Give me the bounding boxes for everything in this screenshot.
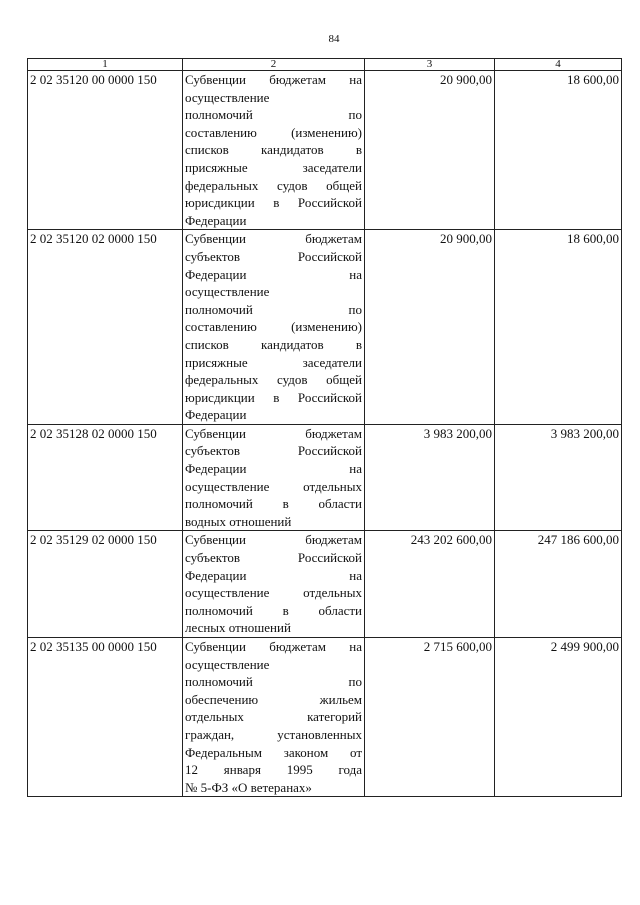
description-line: федеральных судов общей [185,177,362,193]
amount-column-3: 3 983 200,00 [365,424,495,531]
budget-code-cell: 2 02 35135 00 0000 150 [28,638,183,797]
description-line: Федерации на [185,461,362,477]
description-line: федеральных судов общей [185,372,362,388]
column-header-1: 1 [28,59,183,71]
amount-column-4: 2 499 900,00 [495,638,622,797]
description-line: полномочий по [185,107,362,123]
description-line: составлению (изменению) [185,319,362,335]
description-line: юрисдикции в Российской [185,389,362,405]
description-line: составлению (изменению) [185,124,362,140]
amount-column-3: 243 202 600,00 [365,531,495,638]
description-line: Субвенции бюджетам [185,532,362,548]
description-cell [183,531,365,638]
description-line: осуществление [185,656,270,672]
table-row [28,638,622,797]
budget-code-cell: 2 02 35120 00 0000 150 [28,71,183,230]
description-cell [183,230,365,425]
table-row [28,230,622,425]
column-header-4: 4 [495,59,622,71]
column-header-3: 3 [365,59,495,71]
amount-column-4: 247 186 600,00 [495,531,622,638]
description-line: полномочий в области [185,496,362,512]
description-line: полномочий по [185,301,362,317]
amount-column-4: 18 600,00 [495,71,622,230]
description-line: Федерации на [185,567,362,583]
description-line: субъектов Российской [185,550,362,566]
table-row [28,424,622,531]
description-line: обеспечению жильем [185,691,362,707]
table-row [28,531,622,638]
description-line: осуществление [185,284,270,300]
description-line: лесных отношений [185,620,291,636]
description-line: субъектов Российской [185,443,362,459]
amount-column-3: 20 900,00 [365,230,495,425]
page-number: 84 [328,33,340,45]
description-line: списков кандидатов в [185,336,362,352]
description-line: Федерации на [185,266,362,282]
description-line: осуществление отдельных [185,585,362,601]
column-header-2: 2 [183,59,365,71]
description-line: Субвенции бюджетам на [185,72,362,87]
budget-code-cell: 2 02 35128 02 0000 150 [28,424,183,531]
description-line: Федеральным законом от [185,744,362,760]
description-line: субъектов Российской [185,248,362,264]
description-line: Федерации [185,212,247,228]
description-line: граждан, установленных [185,726,362,742]
amount-column-4: 18 600,00 [495,230,622,425]
description-cell [183,71,365,230]
budget-table [27,58,622,797]
description-line: Субвенции бюджетам [185,425,362,441]
description-line: полномочий по [185,674,362,690]
description-line: присяжные заседатели [185,159,362,175]
description-line: полномочий в области [185,602,362,618]
amount-column-3: 2 715 600,00 [365,638,495,797]
description-line: списков кандидатов в [185,142,362,158]
description-line: водных отношений [185,513,292,529]
description-line: Федерации [185,407,247,423]
description-line: Субвенции бюджетам на [185,639,362,654]
description-cell [183,638,365,797]
description-line: 12 января 1995 года [185,762,362,778]
description-line: осуществление [185,89,270,105]
amount-column-3: 20 900,00 [365,71,495,230]
description-cell [183,424,365,531]
description-line: присяжные заседатели [185,354,362,370]
description-line: Субвенции бюджетам [185,231,362,247]
description-line: отдельных категорий [185,709,362,725]
budget-code-cell: 2 02 35120 02 0000 150 [28,230,183,425]
amount-column-4: 3 983 200,00 [495,424,622,531]
description-line: № 5-ФЗ «О ветеранах» [185,779,312,795]
table-header-row [28,59,622,71]
table-row [28,71,622,230]
description-line: юрисдикции в Российской [185,195,362,211]
description-line: осуществление отдельных [185,478,362,494]
budget-code-cell: 2 02 35129 02 0000 150 [28,531,183,638]
